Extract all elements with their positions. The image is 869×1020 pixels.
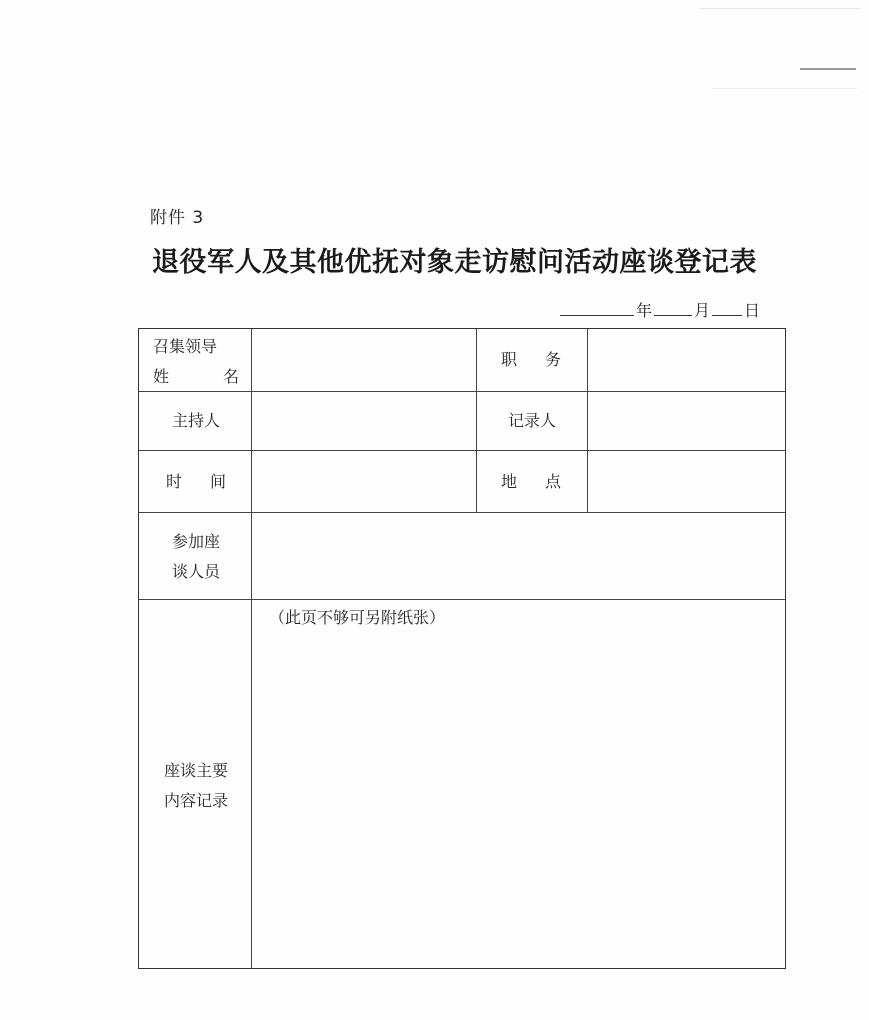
location-input[interactable] xyxy=(587,450,785,512)
year-blank[interactable] xyxy=(560,299,634,316)
position-char-1: 职 xyxy=(501,350,518,369)
scan-artifact xyxy=(800,68,856,70)
host-input[interactable] xyxy=(251,391,476,450)
scan-artifact xyxy=(712,88,857,89)
column-divider xyxy=(476,329,477,512)
name-char-2: 名 xyxy=(222,367,239,386)
main-content-label xyxy=(149,756,243,816)
convening-leader-line2 xyxy=(153,362,239,392)
location-label xyxy=(501,467,561,497)
position-char-2: 务 xyxy=(544,350,561,369)
main-content-input[interactable] xyxy=(251,599,785,968)
attachment-label: 附件 3 xyxy=(150,208,205,228)
location-char-2: 点 xyxy=(544,472,561,491)
position-label xyxy=(501,345,561,375)
convening-leader-input[interactable] xyxy=(251,329,476,391)
recorder-input[interactable] xyxy=(587,391,785,450)
location-char-1: 地 xyxy=(501,472,518,491)
participants-label xyxy=(153,527,239,587)
day-label: 日 xyxy=(744,301,761,320)
host-label: 主持人 xyxy=(171,411,220,430)
time-char-2: 间 xyxy=(209,472,226,491)
main-content-line2: 内容记录 xyxy=(163,791,228,810)
time-char-1: 时 xyxy=(166,472,183,491)
month-blank[interactable] xyxy=(654,299,692,316)
extra-paper-note: （此页不够可另附纸张） xyxy=(269,608,446,627)
time-input[interactable] xyxy=(251,450,476,512)
participants-input[interactable] xyxy=(251,512,785,599)
registration-form-table xyxy=(138,328,786,969)
day-blank[interactable] xyxy=(712,299,742,316)
document-title: 退役军人及其他优抚对象走访慰问活动座谈登记表 xyxy=(152,247,757,278)
position-input[interactable] xyxy=(587,329,785,391)
main-content-line1: 座谈主要 xyxy=(163,761,228,780)
participants-line2: 谈人员 xyxy=(171,562,220,581)
convening-leader-line1: 召集领导 xyxy=(153,337,218,356)
year-label: 年 xyxy=(636,301,653,320)
scan-artifact xyxy=(700,8,860,9)
month-label: 月 xyxy=(694,301,711,320)
name-char-1: 姓 xyxy=(153,367,170,386)
time-label xyxy=(166,467,226,497)
convening-leader-label xyxy=(153,332,239,392)
participants-line1: 参加座 xyxy=(171,532,220,551)
recorder-label: 记录人 xyxy=(507,411,556,430)
date-line xyxy=(560,298,780,321)
